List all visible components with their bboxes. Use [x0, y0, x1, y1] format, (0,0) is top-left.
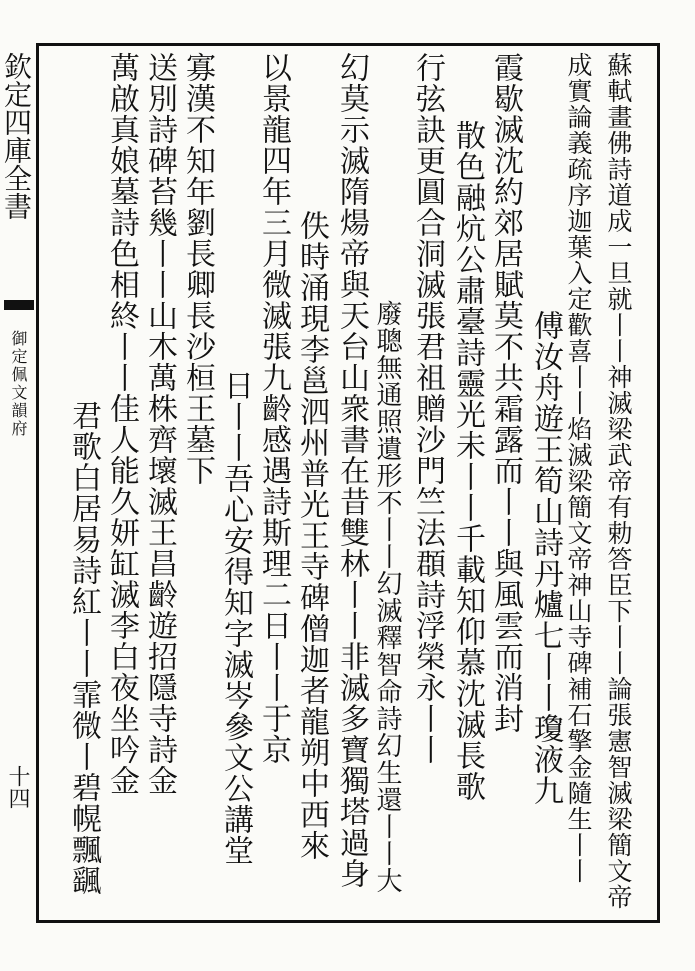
frame-bottom-rule [36, 920, 660, 923]
text-column-5: 散色融炕公肅臺詩靈光未丨丨千載知仰慕沈滅長歌 [450, 120, 485, 802]
fishtail-mark [4, 300, 34, 310]
section-title: 御定佩文韻府 [9, 330, 28, 438]
frame-left-rule [36, 43, 39, 923]
text-column-11: 日丨丨吾心安得知字滅岑參文公講堂 [218, 370, 253, 866]
text-column-1: 蘇軾畫佛詩道成一旦就丨丨神滅梁武帝有勅答臣下丨丨論張憲智滅梁簡文帝 [604, 52, 633, 910]
page-number-text: 十四 [5, 765, 30, 809]
text-column-16: 君歌白居易詩紅丨丨霏微丨碧幌飄颻 [66, 400, 101, 896]
text-column-15: 萬啟真娘墓詩色相終丨丨佳人能久妍缸滅李白夜坐吟金 [104, 52, 139, 796]
text-column-13: 送別詩碑苔幾丨丨山木萬株齊壞滅王昌齡遊招隱寺詩金 [142, 52, 177, 796]
frame-right-rule [657, 43, 660, 923]
text-column-2: 成實論義疏序迦葉入定歡喜丨丨焰滅梁簡文帝神山寺碑補石擎金隨生丨丨 [564, 52, 593, 884]
text-column-10: 以景龍四年三月微滅張九齡感遇詩斯理二日丨丨于京 [256, 52, 291, 765]
frame-top-rule [36, 43, 660, 46]
book-title: 欽定四庫全書 [0, 52, 33, 220]
text-column-8: 幻莫示滅隋煬帝與天台山衆書在昔雙林丨丨非滅多寶獨塔過身 [334, 52, 369, 889]
text-column-3: 傅汝舟遊王筍山詩丹爐七丨丨瓊液九 [528, 310, 563, 806]
text-column-6: 行弦訣更圓合洞滅張君祖贈沙門竺法頵詩浮榮永丨丨 [410, 52, 445, 765]
text-column-14 [144, 52, 145, 70]
text-column-9: 佚時涌現李邕泗州普光王寺碑僧迦者龍朔中西來 [294, 210, 329, 861]
text-column-7: 廢聰無通照遺形不丨丨幻滅釋智命詩幻生還丨丨大 [372, 300, 402, 894]
text-column-4: 霞歇滅沈約郊居賦莫不共霜露而丨丨與風雲而消封 [488, 52, 523, 734]
page-number [6, 765, 28, 815]
text-column-12: 寡漢不知年劉長卿長沙桓王墓下 [180, 52, 215, 486]
